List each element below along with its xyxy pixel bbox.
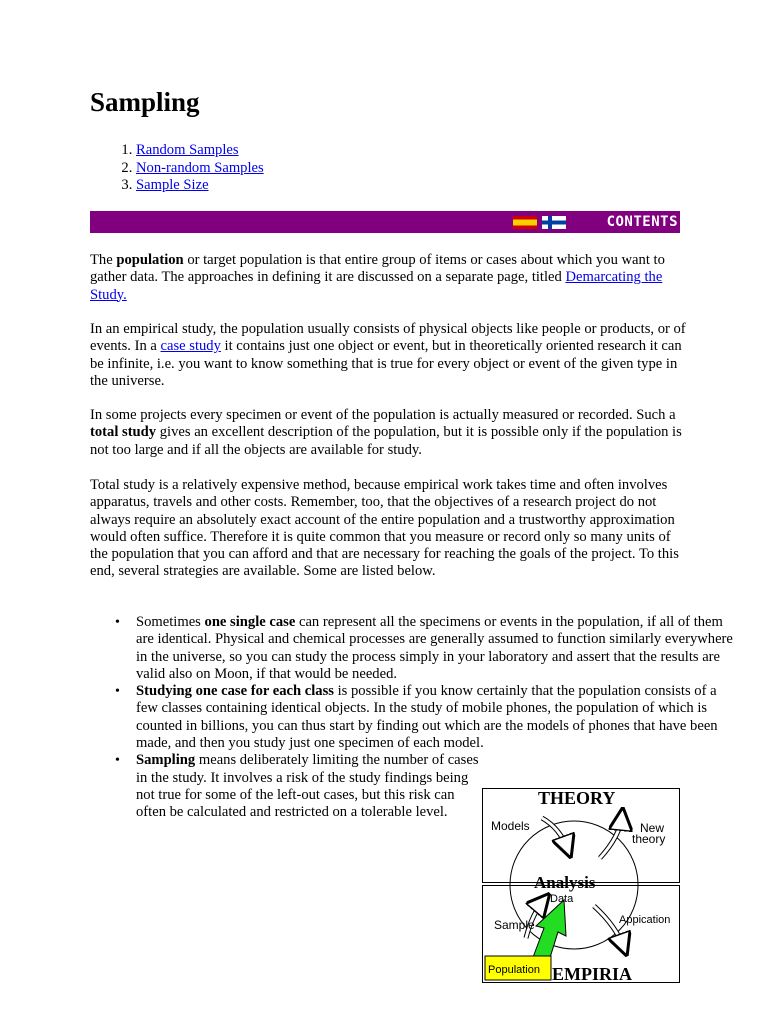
theory-label: THEORY	[538, 788, 616, 808]
text-span: it contains just one object or event, but in theoretically oriented research it can be infinite, i.e. you want to know something that is true for every object or event of the given type in the universe.	[90, 338, 682, 389]
toc-link-sample-size[interactable]: Sample Size	[136, 177, 209, 193]
bold-term: population	[116, 252, 184, 268]
toc-item	[136, 177, 264, 195]
list-item	[136, 614, 736, 683]
bold-term: total study	[90, 424, 157, 441]
toc-link-non-random-samples[interactable]: Non-random Samples	[136, 159, 264, 176]
empiria-label: EMPIRIA	[552, 964, 632, 984]
text-span: is possible if you know certainly that the population consists of a few classes containing identical objects. In the study of mobile phones, the population of which is counted in billions, you can thus start by finding out which are the models of phones that have been made, and then you study just one specimen of each model.	[136, 683, 718, 752]
paragraph-population	[90, 252, 690, 304]
analysis-label: Analysis	[534, 873, 596, 892]
paragraph-expensive: Total study is a relatively expensive method, because empirical work takes time and often involves apparatus, travels and other costs. Remember, too, that the objectives of a research project do not always require an absolutely exact account of the entire population and a trustworthy approximation would often suffice. Therefore it is quite common that you measure or record only so many units of the population that you can afford and that are necessary for reaching the goals of the project. To this end, several strategies are available. Some are listed below.	[90, 477, 679, 580]
application-label: Appication	[619, 914, 671, 926]
navigation-bar	[90, 211, 680, 233]
theory-small-label: theory	[632, 832, 666, 846]
text-span: gives an excellent description of the population, but it is possible only if the population is not too large and if all the objects are available for study.	[90, 424, 682, 458]
list-item	[136, 683, 736, 752]
population-label: Population	[488, 964, 540, 976]
new-label: New	[640, 821, 665, 835]
spanish-flag-icon[interactable]	[513, 216, 537, 229]
bold-term: one single case	[204, 614, 296, 630]
contents-link[interactable]: CONTENTS	[606, 214, 678, 230]
list-item	[136, 752, 486, 821]
theory-empiria-diagram	[482, 788, 680, 984]
paragraph-empirical	[90, 321, 690, 390]
text-span: In an empirical study, the population usually consists of physical objects like people or products, or of events. In a	[90, 321, 686, 355]
models-label: Models	[491, 819, 530, 833]
page-title: Sampling	[90, 87, 200, 117]
toc-item	[136, 160, 264, 178]
toc-link-random-samples[interactable]: Random Samples	[136, 142, 239, 158]
text-span: Sometimes	[136, 614, 205, 630]
case-study-link[interactable]: case study	[160, 338, 221, 355]
bold-term: Sampling	[136, 752, 196, 769]
text-span: or target population is that entire group of items or cases about which you want to gather data. The approaches in defining it are discussed on a separate page, titled	[90, 252, 665, 286]
demarcating-link[interactable]: Demarcating the Study.	[90, 269, 663, 303]
finnish-flag-icon[interactable]	[542, 216, 566, 229]
toc-item	[136, 142, 264, 160]
text-span: can represent all the specimens or events in the population, if all of them are identical. Physical and chemical processes are generally assumed to function similarly everywhere in the universe, so you can study the process simply in your laboratory and assert that the results are valid also on Moon, if that would be needed.	[136, 614, 733, 682]
text-span: means deliberately limiting the number of cases in the study. It involves a risk of the study findings being not true for some of the left-out cases, but this risk can often be calculated and restricted on a tolerable level.	[136, 752, 479, 821]
data-label: Data	[550, 893, 574, 905]
bold-term: Studying one case for each class	[136, 683, 334, 700]
table-of-contents	[90, 142, 264, 195]
text-span: In some projects every specimen or event of the population is actually measured or recorded. Such a	[90, 407, 676, 423]
text-span: The	[90, 252, 117, 268]
paragraph-total-study	[90, 407, 690, 459]
sample-label: Sample	[494, 918, 535, 932]
